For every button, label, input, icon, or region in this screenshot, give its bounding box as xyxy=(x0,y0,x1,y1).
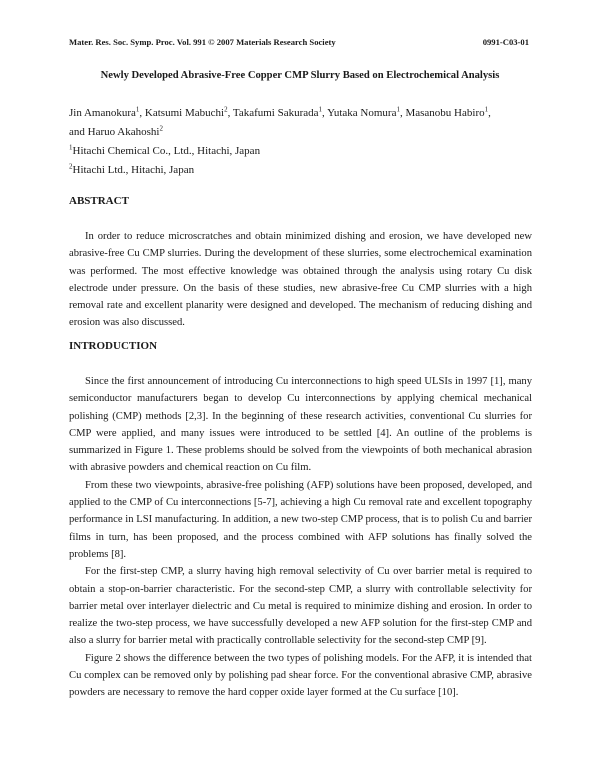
author-separator: , xyxy=(488,107,491,119)
running-header xyxy=(69,37,529,51)
affiliation-text: Hitachi Ltd., Hitachi, Japan xyxy=(72,164,195,176)
affiliation-marker: 1 xyxy=(135,105,140,114)
introduction-body xyxy=(69,373,532,702)
introduction-heading: INTRODUCTION xyxy=(69,340,158,352)
affiliation-marker: 2 xyxy=(159,124,163,133)
affiliation-marker: 1 xyxy=(396,105,400,114)
author-name: , Yutaka Nomura xyxy=(322,107,397,119)
paper-title: Newly Developed Abrasive-Free Copper CMP Slurry Based on Electrochemical Analysis xyxy=(100,70,500,81)
author-name: , Katsumi Mabuchi xyxy=(139,107,225,119)
body-paragraph: Since the first announcement of introducing Cu interconnections to high speed ULSIs in 1997 [1], many semiconductor manufacturers began to develop Cu interconnections by applying chemical mechanical polishing (CMP) methods [2,3]. In the beginning of these research activities, conventional Cu slurries for CMP were applied, and many issues were introduced to be settled [4]. An outline of the problems is summarized in Figure 1. These problems should be solved from the viewpoints of both mechanical abrasion with abrasive powders and chemical reaction on Cu film. xyxy=(69,376,532,474)
affiliation-marker: 1 xyxy=(484,105,489,114)
body-paragraph: From these two viewpoints, abrasive-free polishing (AFP) solutions have been proposed, developed, and applied to the CMP of Cu interconnections [5-7], achieving a high Cu removal rate and excellent topography performance in LSI manufacturing. In addition, a new two-step CMP process, that is to polish Cu and barrier films in turn, has been proposed, and the process combined with AFP solutions has finally solved the problems [8]. xyxy=(69,479,532,560)
body-paragraph: Figure 2 shows the difference between the two types of polishing models. For the AFP, it is intended that Cu complex can be removed only by polishing pad shear force. For the conventional abrasive CMP, abrasive powders are necessary to remove the hard copper oxide layer formed at the Cu surface [10]. xyxy=(69,652,532,699)
affiliation-marker: 1 xyxy=(69,143,73,152)
abstract-paragraph: In order to reduce microscratches and obtain minimized dishing and erosion, we have developed new abrasive-free Cu CMP slurries. During the development of these slurries, some electrochemical examination was performed. The most effective knowledge was obtained through the analysis using rotary Cu disk electrode under pressure. On the basis of these studies, new abrasive-free Cu CMP slurries with a high removal rate and excellent planarity were designed and developed. The mechanism of reducing dishing and erosion was also discussed. xyxy=(69,231,532,329)
abstract-heading: ABSTRACT xyxy=(69,195,129,207)
affiliation-marker: 2 xyxy=(224,105,228,114)
author-name: , Masanobu Habiro xyxy=(399,107,485,119)
paper-id: 0991-C03-01 xyxy=(482,37,529,47)
author-name: Jin Amanokura xyxy=(69,107,136,119)
abstract-body xyxy=(69,228,532,332)
affiliation-marker: 2 xyxy=(69,162,73,171)
affiliation xyxy=(69,161,540,180)
author-name: and Haruo Akahoshi xyxy=(69,126,160,138)
affiliation-text: Hitachi Chemical Co., Ltd., Hitachi, Japan xyxy=(72,145,261,157)
author-line xyxy=(69,123,540,142)
affiliation-marker: 1 xyxy=(318,105,323,114)
affiliation xyxy=(69,142,540,161)
author-name: , Takafumi Sakurada xyxy=(227,107,319,119)
author-block xyxy=(69,104,540,180)
author-line xyxy=(69,104,540,123)
body-paragraph: For the first-step CMP, a slurry having high removal selectivity of Cu over barrier metal is required to obtain a stop-on-barrier characteristic. For the second-step CMP, a slurry with controllable selectivity for barrier metal over interlayer dielectric and Cu metal is required to minimize dishing and erosion. In order to realize the two-step process, we have successfully developed a new AFP solution for the first-step CMP and also a slurry for barrier metal with practically controllable selectivity for the second-step CMP [9]. xyxy=(69,566,532,647)
journal-citation: Mater. Res. Soc. Symp. Proc. Vol. 991 © 2007 Materials Research Society xyxy=(69,37,336,47)
